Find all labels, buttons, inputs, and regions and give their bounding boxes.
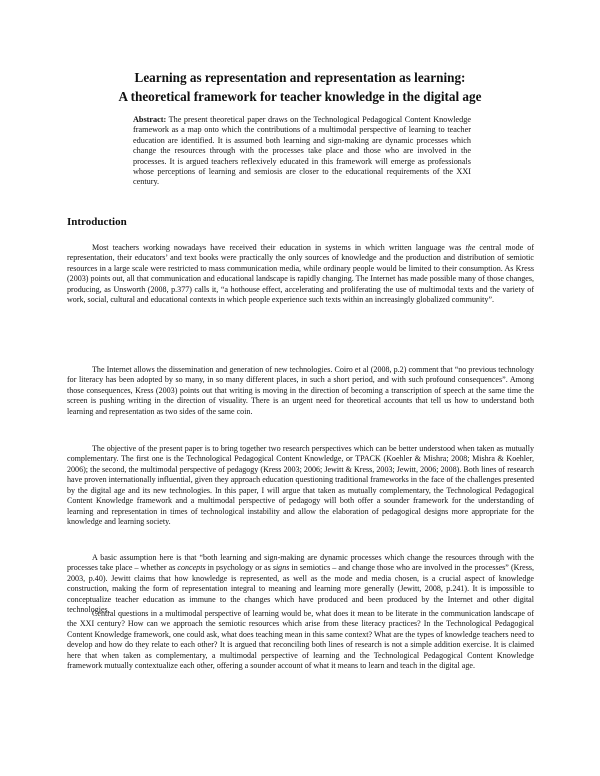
abstract: [133, 115, 471, 188]
paper-subtitle: A theoretical framework for teacher knowledge in the digital age: [118, 89, 482, 104]
paragraph-1-emphasis: the: [465, 243, 476, 252]
paragraph-1: [67, 243, 534, 306]
paragraph-4-emphasis-signs: signs: [272, 563, 290, 573]
paragraph-4: [67, 553, 534, 616]
abstract-text: The present theoretical paper draws on the Technological Pedagogical Content Knowledge framework as a map onto which the contributions of a multimodal perspective of learning to teacher education are identified. It is assumed both learning and sign-making are dynamic processes which change the resources through with the processes take place and those who are involved in the processes. It is argued teachers reflexively educated in this framework will emerge as professionals whose perceptions of learning and semiosis are closer to the educational requirements of the XXI century.: [133, 115, 471, 187]
paragraph-2: The Internet allows the dissemination and generation of new technologies. Coiro et al (2008, p.2) comment that “no previous technology for literacy has been adopted by so many, in so many different places, in such a short period, and with such profound consequences”. Among those consequences, Kress (2003) points out that writing is moving in the direction of becoming a transcription of speech at the same time the screen is pushing writing in the direction of visuality. There is an urgent need for theoretical accounts that tell us how to understand both learning and representation as two sides of the same coin.: [67, 365, 534, 416]
paragraph-4-text-b: in psychology or as: [205, 563, 273, 573]
paragraph-3: The objective of the present paper is to bring together two research perspectives which can be better understood when taken as mutually complementary. The first one is the Technological Pedagogical Content Knowledge, or TPACK (Koehler & Mishra; 2008; Mishra & Koehler, 2006); the second, the multimodal perspective of pedagogy (Kress 2003; 2006; Jewitt & Kress, 2003; Jewitt, 2006; 2008). Both lines of research have proven internationally influential, given they approach education questioning traditional frameworks in the face of the challenges presented by the digital age and its new technologies. In this paper, I will argue that taken as mutually complementary, the Technological Pedagogical Content Knowledge framework and a multimodal perspective of pedagogy will both offer a sounder framework for the understanding of learning and representation in times of technological instability and allow the elaboration of pedagogical designs more appropriate for the knowledge and learning society.: [67, 444, 534, 527]
paragraph-1-text-a: Most teachers working nowadays have received their education in systems in which written language was: [92, 243, 466, 252]
paragraph-1-text-b: central mode of representation, their educators’ and text books were practically the only sources of knowledge and the production and distribution of semiotic resources in a large scale were restricted to mass communication media, while ordinary people would be limited to their consumption. As Kress (2003) points out, all that communication and educational landscape is rapidly changing. The Internet has made possible many of those changes, producing, as Unsworth (2008, p.377) calls it, “a hothouse effect, accelerating and proliferating the use of multimodal texts and the variety of work, social, cultural and educational contexts in which people experience such texts within an increasingly globalized community”.: [67, 243, 534, 305]
abstract-label: Abstract:: [133, 115, 167, 124]
paragraph-4-emphasis-concepts: concepts: [177, 563, 206, 573]
paper-title: Learning as representation and representation as learning:: [134, 70, 466, 85]
section-heading-introduction: Introduction: [67, 216, 127, 228]
paragraph-4-text-c: in semiotics – and change those who are involved in the processes” (Kress, 2003, p.40). Jewitt claims that how knowledge is represented, as well as the mode and media chosen, is a crucial aspect of knowledge construction, making the form of representation integral to meaning and learning more generally (Jewitt, 2008, p.241). It is impossible to conceptualize teacher education as immune to the changes which have produced and been produced by the Internet and other digital technologies.: [67, 563, 534, 615]
paragraph-4-text-a: A basic assumption here is that “both learning and sign-making are dynamic processes which change the resources through with the processes take place – whether as: [67, 553, 534, 573]
paragraph-5: Central questions in a multimodal perspective of learning would be, what does it mean to be literate in the communication landscape of the XXI century? How can we approach the semiotic resources which arise from these literacy practices? In the Technological Pedagogical Content Knowledge framework, one could ask, what does teaching mean in this same context? What are the types of knowledge teachers need to develop and how do they relate to each other? It is argued that reconciling both lines of research is not a simple addition exercise. It is claimed here that when taken as complementary, a multimodal perspective of learning and the Technological Pedagogical Content Knowledge framework mutually contextualize each other, offering a sounder account of what it means to learn and teach in the digital age.: [67, 609, 534, 671]
